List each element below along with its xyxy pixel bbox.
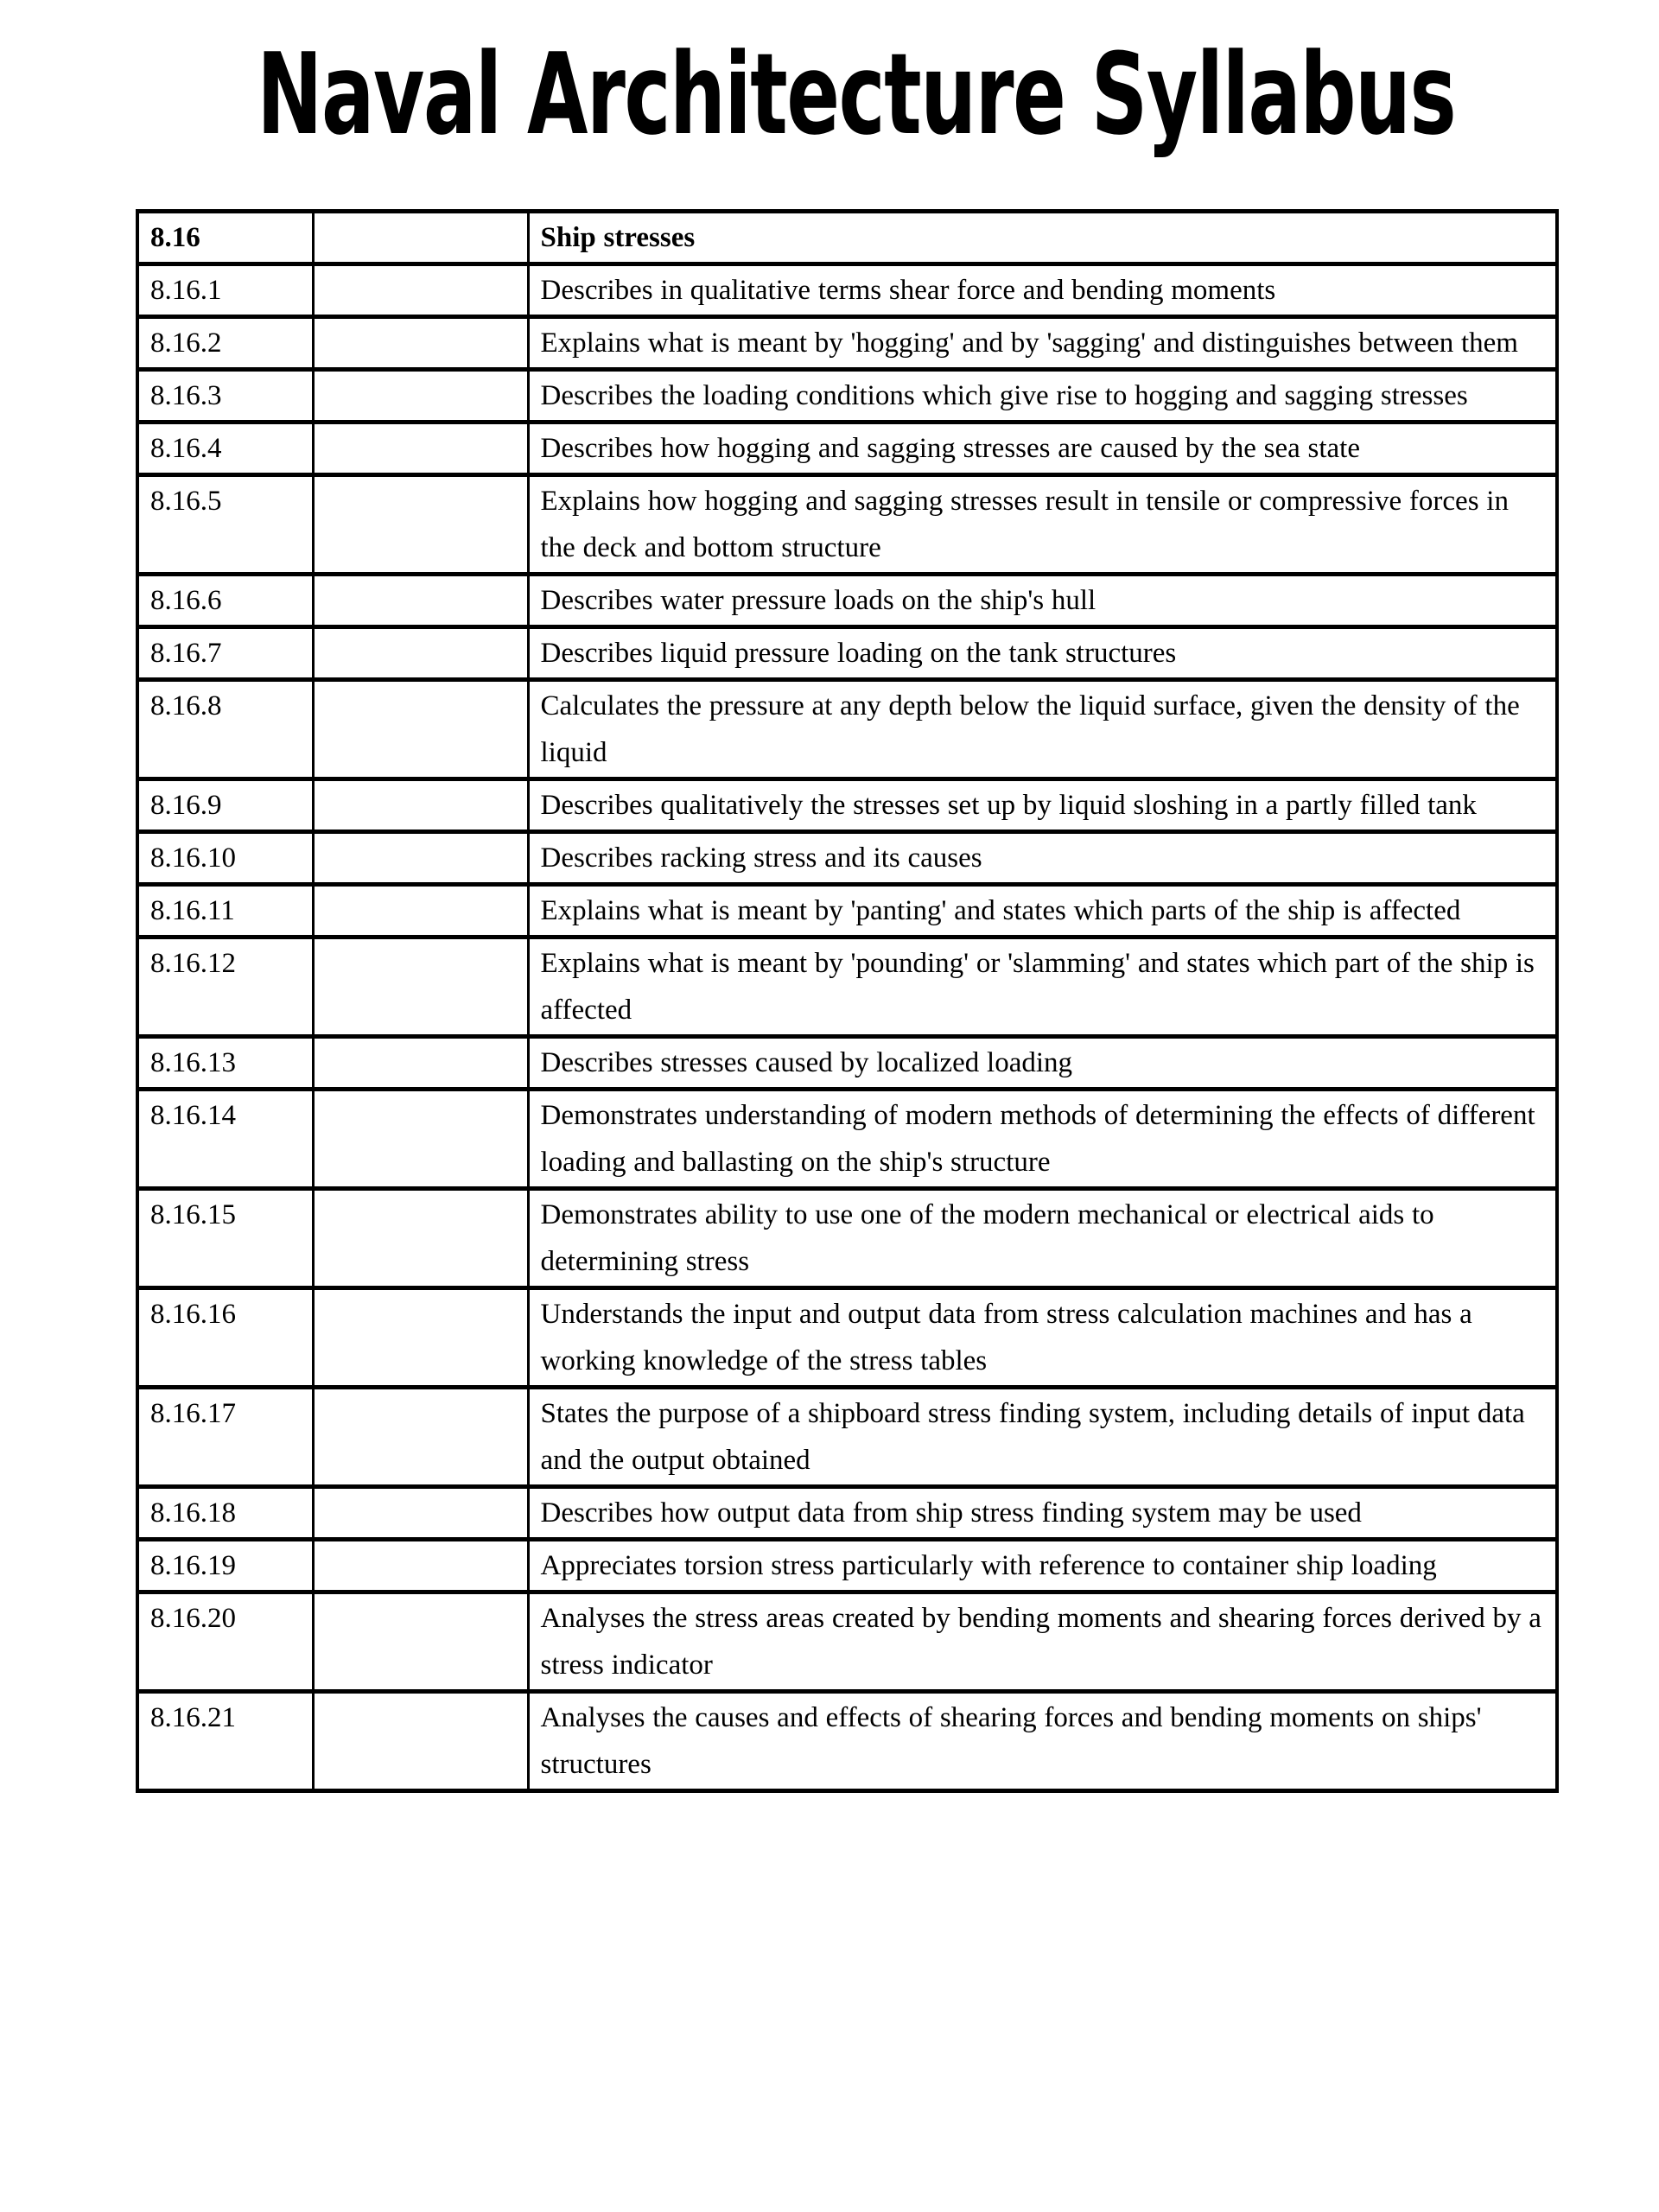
empty-cell	[313, 1189, 528, 1288]
table-row	[137, 370, 1557, 423]
empty-cell	[313, 1090, 528, 1189]
syllabus-code: 8.16.15	[137, 1189, 313, 1288]
syllabus-code: 8.16.8	[137, 680, 313, 779]
table-row	[137, 317, 1557, 370]
table-row	[137, 680, 1557, 779]
syllabus-description: Describes racking stress and its causes	[528, 832, 1557, 885]
table-row	[137, 575, 1557, 627]
table-row	[137, 627, 1557, 680]
table-header-row	[137, 212, 1557, 264]
syllabus-description: Describes how hogging and sagging stresses are caused by the sea state	[528, 423, 1557, 475]
syllabus-description: Appreciates torsion stress particularly with reference to container ship loading	[528, 1540, 1557, 1592]
syllabus-code: 8.16.14	[137, 1090, 313, 1189]
empty-cell	[313, 885, 528, 938]
syllabus-code: 8.16.6	[137, 575, 313, 627]
syllabus-code: 8.16.11	[137, 885, 313, 938]
syllabus-description: Explains what is meant by 'pounding' or 'slamming' and states which part of the ship is affected	[528, 938, 1557, 1037]
table-row	[137, 779, 1557, 832]
table-row	[137, 475, 1557, 575]
empty-cell	[313, 1388, 528, 1487]
syllabus-code: 8.16.13	[137, 1037, 313, 1090]
empty-cell	[313, 317, 528, 370]
empty-cell	[313, 264, 528, 317]
syllabus-code: 8.16.3	[137, 370, 313, 423]
empty-cell	[313, 1288, 528, 1388]
table-row	[137, 1487, 1557, 1540]
syllabus-description: Demonstrates understanding of modern methods of determining the effects of different loading and ballasting on the ship's structure	[528, 1090, 1557, 1189]
syllabus-code: 8.16.2	[137, 317, 313, 370]
syllabus-description: States the purpose of a shipboard stress finding system, including details of input data and the output obtained	[528, 1388, 1557, 1487]
syllabus-table	[136, 209, 1559, 1793]
table-row	[137, 1189, 1557, 1288]
empty-cell	[313, 1692, 528, 1791]
syllabus-code: 8.16.18	[137, 1487, 313, 1540]
syllabus-description: Describes how output data from ship stress finding system may be used	[528, 1487, 1557, 1540]
syllabus-code: 8.16.19	[137, 1540, 313, 1592]
syllabus-description: Describes stresses caused by localized loading	[528, 1037, 1557, 1090]
syllabus-section-code: 8.16	[137, 212, 313, 264]
empty-cell	[313, 1540, 528, 1592]
table-row	[137, 1288, 1557, 1388]
table-row	[137, 264, 1557, 317]
table-row	[137, 832, 1557, 885]
page-title-text: Naval Architecture Syllabus	[257, 29, 1456, 160]
syllabus-description: Describes water pressure loads on the ship's hull	[528, 575, 1557, 627]
empty-cell	[313, 370, 528, 423]
syllabus-description: Describes the loading conditions which give rise to hogging and sagging stresses	[528, 370, 1557, 423]
empty-cell	[313, 423, 528, 475]
syllabus-description: Explains what is meant by 'hogging' and by 'sagging' and distinguishes between them	[528, 317, 1557, 370]
table-row	[137, 1388, 1557, 1487]
syllabus-section-title: Ship stresses	[528, 212, 1557, 264]
empty-cell	[313, 1037, 528, 1090]
empty-cell	[313, 680, 528, 779]
empty-cell	[313, 475, 528, 575]
syllabus-description: Calculates the pressure at any depth below the liquid surface, given the density of the liquid	[528, 680, 1557, 779]
syllabus-description: Describes in qualitative terms shear force and bending moments	[528, 264, 1557, 317]
empty-cell	[313, 575, 528, 627]
syllabus-code: 8.16.16	[137, 1288, 313, 1388]
syllabus-code: 8.16.12	[137, 938, 313, 1037]
empty-cell	[313, 938, 528, 1037]
syllabus-description: Analyses the causes and effects of shearing forces and bending moments on ships' structures	[528, 1692, 1557, 1791]
syllabus-description: Describes qualitatively the stresses set up by liquid sloshing in a partly filled tank	[528, 779, 1557, 832]
empty-cell	[313, 627, 528, 680]
syllabus-code: 8.16.7	[137, 627, 313, 680]
syllabus-code: 8.16.10	[137, 832, 313, 885]
syllabus-description: Understands the input and output data from stress calculation machines and has a working knowledge of the stress tables	[528, 1288, 1557, 1388]
syllabus-code: 8.16.9	[137, 779, 313, 832]
table-row	[137, 1592, 1557, 1692]
syllabus-code: 8.16.4	[137, 423, 313, 475]
syllabus-description: Explains how hogging and sagging stresses result in tensile or compressive forces in the deck and bottom structure	[528, 475, 1557, 575]
empty-cell	[313, 1487, 528, 1540]
table-row	[137, 1037, 1557, 1090]
syllabus-code: 8.16.21	[137, 1692, 313, 1791]
syllabus-description: Explains what is meant by 'panting' and states which parts of the ship is affected	[528, 885, 1557, 938]
syllabus-code: 8.16.5	[137, 475, 313, 575]
syllabus-code: 8.16.17	[137, 1388, 313, 1487]
table-row	[137, 423, 1557, 475]
empty-cell	[313, 212, 528, 264]
syllabus-description: Describes liquid pressure loading on the tank structures	[528, 627, 1557, 680]
empty-cell	[313, 1592, 528, 1692]
empty-cell	[313, 779, 528, 832]
empty-cell	[313, 832, 528, 885]
table-row	[137, 1692, 1557, 1791]
syllabus-description: Analyses the stress areas created by bending moments and shearing forces derived by a stress indicator	[528, 1592, 1557, 1692]
table-row	[137, 1540, 1557, 1592]
syllabus-code: 8.16.20	[137, 1592, 313, 1692]
page-title	[0, 29, 1659, 159]
syllabus-code: 8.16.1	[137, 264, 313, 317]
table-row	[137, 1090, 1557, 1189]
table-row	[137, 885, 1557, 938]
table-row	[137, 938, 1557, 1037]
syllabus-description: Demonstrates ability to use one of the modern mechanical or electrical aids to determining stress	[528, 1189, 1557, 1288]
